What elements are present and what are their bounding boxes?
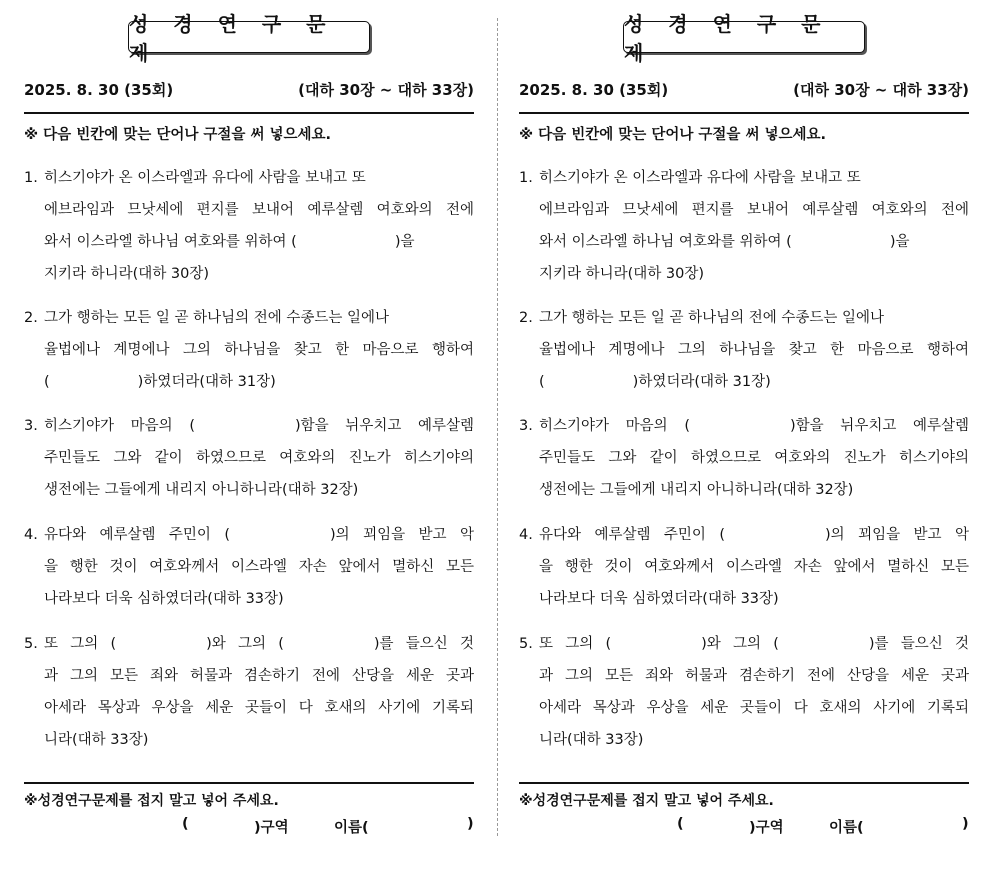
question-4 [24,519,474,615]
fold-divider [497,18,498,836]
question-line: )함을 뉘우치고 예루살렘 [790,418,969,434]
question-line: ( [44,374,50,390]
question-number: 3. [24,418,38,434]
footer-rule [24,782,474,784]
question-line: 에브라임과 므낫세에 편지를 보내어 예루살렘 여호와의 전에 [539,202,969,218]
footer-note: ※성경연구문제를 접지 말고 넣어 주세요. [519,793,774,809]
question-number: 4. [24,527,38,543]
question-line: )을 [889,234,910,250]
question-line: 생전에는 그들에게 내리지 아니하니라(대하 32장) [44,482,359,498]
submitter-fields [519,816,969,836]
question-line: 과 그의 모든 죄와 허물과 겸손하기 전에 산당을 세운 곳과 [44,668,474,684]
question-line: 과 그의 모든 죄와 허물과 겸손하기 전에 산당을 세운 곳과 [539,668,969,684]
question-line: )함을 뉘우치고 예루살렘 [295,418,474,434]
district-input[interactable] [196,816,254,836]
question-line: 주민들도 그와 같이 하였으므로 여호와의 진노가 히스기야의 [539,450,969,466]
question-3 [24,410,474,506]
question-line: 히스기야가 마음의 ( [539,418,690,434]
question-line: 또 그의 ( [539,636,612,652]
question-line: 에브라임과 므낫세에 편지를 보내어 예루살렘 여호와의 전에 [44,202,474,218]
district-label: )구역 [749,820,784,836]
question-line: )하였더라(대하 31장) [137,374,276,390]
question-line: 와서 이스라엘 하나님 여호와를 위하여 ( [44,234,297,250]
worksheet-date: 2025. 8. 30 (35회) [24,81,174,99]
worksheet-date: 2025. 8. 30 (35회) [519,81,669,99]
chapter-range: (대하 30장 ~ 대하 33장) [298,81,474,99]
footer-note: ※성경연구문제를 접지 말고 넣어 주세요. [24,793,279,809]
district-open-paren: ( [182,816,189,832]
chapter-range: (대하 30장 ~ 대하 33장) [793,81,969,99]
question-number: 3. [519,418,533,434]
question-line: )을 [394,234,415,250]
name-label: 이름( [334,820,369,836]
question-number: 2. [519,310,533,326]
question-line: 유다와 예루살렘 주민이 ( [539,527,725,543]
question-line: 나라보다 더욱 심하였더라(대하 33장) [44,591,284,607]
question-line: )하였더라(대하 31장) [632,374,771,390]
question-line: 아세라 목상과 우상을 세운 곳들이 다 호새의 사기에 기록되 [44,700,474,716]
question-line: 아세라 목상과 우상을 세운 곳들이 다 호새의 사기에 기록되 [539,700,969,716]
question-4 [519,519,969,615]
question-number: 5. [24,636,38,652]
question-2 [519,302,969,398]
question-line: 지키라 하니라(대하 30장) [44,266,210,282]
question-line: ( [539,374,545,390]
worksheet-title: 성 경 연 구 문 제 [128,21,370,53]
question-line: )의 꾀임을 받고 악 [825,527,969,543]
question-line: 을 행한 것이 여호와께서 이스라엘 자손 앞에서 멸하신 모든 [539,559,969,575]
question-number: 2. [24,310,38,326]
question-line: )를 들으신 것 [373,636,474,652]
question-3 [519,410,969,506]
header-rule [519,112,969,114]
question-line: )를 들으신 것 [868,636,969,652]
question-line: 율법에나 계명에나 그의 하나님을 찾고 한 마음으로 행하여 [44,342,474,358]
question-line: 주민들도 그와 같이 하였으므로 여호와의 진노가 히스기야의 [44,450,474,466]
question-number: 5. [519,636,533,652]
question-line: 히스기야가 마음의 ( [44,418,195,434]
question-line: 히스기야가 온 이스라엘과 유다에 사람을 보내고 또 [44,170,366,186]
question-1 [519,162,969,290]
instruction-text: ※ 다음 빈칸에 맞는 단어나 구절을 써 넣으세요. [24,127,332,143]
name-input[interactable] [869,816,959,836]
question-line: 나라보다 더욱 심하였더라(대하 33장) [539,591,779,607]
question-number: 4. [519,527,533,543]
question-1 [24,162,474,290]
question-line: 을 행한 것이 여호와께서 이스라엘 자손 앞에서 멸하신 모든 [44,559,474,575]
question-number: 1. [519,170,533,186]
question-5 [519,628,969,756]
instruction-text: ※ 다음 빈칸에 맞는 단어나 구절을 써 넣으세요. [519,127,827,143]
name-input[interactable] [374,816,464,836]
question-number: 1. [24,170,38,186]
question-line: 또 그의 ( [44,636,117,652]
question-line: )와 그의 ( [701,636,779,652]
footer-rule [519,782,969,784]
question-line: 와서 이스라엘 하나님 여호와를 위하여 ( [539,234,792,250]
worksheet-title: 성 경 연 구 문 제 [623,21,865,53]
submitter-fields [24,816,474,836]
question-line: 율법에나 계명에나 그의 하나님을 찾고 한 마음으로 행하여 [539,342,969,358]
question-line: )와 그의 ( [206,636,284,652]
district-input[interactable] [691,816,749,836]
worksheet-panel-right [519,0,969,892]
question-line: 생전에는 그들에게 내리지 아니하니라(대하 32장) [539,482,854,498]
question-line: 그가 행하는 모든 일 곧 하나님의 전에 수종드는 일에나 [539,310,885,326]
name-close-paren: ) [467,816,474,832]
question-line: 니라(대하 33장) [539,732,644,748]
question-line: 유다와 예루살렘 주민이 ( [44,527,230,543]
question-line: 니라(대하 33장) [44,732,149,748]
question-5 [24,628,474,756]
question-line: 히스기야가 온 이스라엘과 유다에 사람을 보내고 또 [539,170,861,186]
question-line: 지키라 하니라(대하 30장) [539,266,705,282]
header-rule [24,112,474,114]
name-label: 이름( [829,820,864,836]
district-open-paren: ( [677,816,684,832]
question-2 [24,302,474,398]
question-line: )의 꾀임을 받고 악 [330,527,474,543]
district-label: )구역 [254,820,289,836]
name-close-paren: ) [962,816,969,832]
worksheet-panel-left [24,0,474,892]
question-line: 그가 행하는 모든 일 곧 하나님의 전에 수종드는 일에나 [44,310,390,326]
